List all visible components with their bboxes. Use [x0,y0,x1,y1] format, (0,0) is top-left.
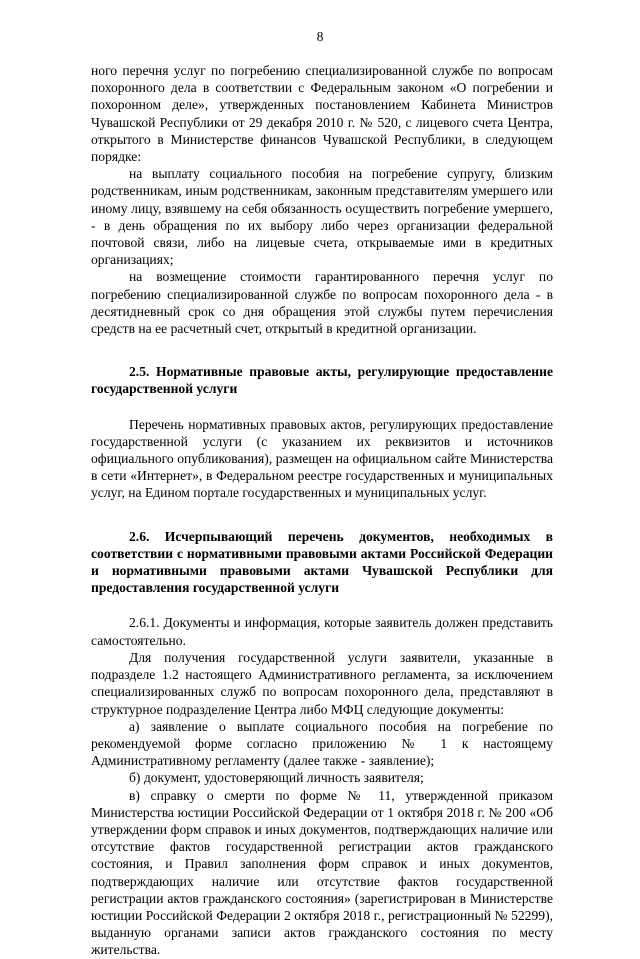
paragraph-applicants: Для получения государственной услуги заявители, указанные в подразделе 1.2 настоящего Административного регламента, за исключением специализированных служб по вопросам похоронного дела, представляют в структурное подразделение Центра либо МФЦ следующие документы: [91,649,553,717]
paragraph-cost-reimbursement: на возмещение стоимости гарантированного перечня услуг по погребению специализированной службе по вопросам похоронного дела - в десятидневный срок со дня обращения этой службы путем перечисления средств на ее расчетный счет, открытый в кредитной организации. [91,269,553,337]
list-item-v: в) справку о смерти по форме № 11, утвержденной приказом Министерства юстиции Российской Федерации от 1 октября 2018 г. № 200 «Об утверждении форм справок и иных документов, подтверждающих наличие или отсутствие фактов государственной регистрации актов гражданского состояния, и Правил заполнения форм справок и иных документов, подтверждающих наличие или отсутствие фактов государственной регистрации актов гражданского состояния» (зарегистрирован в Министерстве юстиции Российской Федерации 2 октября 2018 г., регистрационный № 52299), выданную органами записи актов гражданского состояния по месту жительства. [91,787,553,958]
page-number: 8 [316,29,324,44]
subsection-2-6-1: 2.6.1. Документы и информация, которые заявитель должен представить самостоятельно. [91,615,553,648]
list-item-a: а) заявление о выплате социального пособия на погребение по рекомендуемой форме согласно приложению № 1 к настоящему Административному регламенту (далее также - заявление); [91,718,553,769]
spacer [91,337,553,363]
section-heading-2-5: 2.5. Нормативные правовые акты, регулирующие предоставление государственной услуги [91,364,553,397]
paragraph-continuation: ного перечня услуг по погребению специализированной службе по вопросам похоронного дела в соответствии с Федеральным законом «О погребении и похоронном деле», утвержденных постановлением Кабинета Министров Чувашской Республики от 29 декабря 2010 г. № 520, с лицевого счета Центра, открытого в Министерстве финансов Чувашской Республики, в следующем порядке: [91,63,553,165]
paragraph-benefit-payment: на выплату социального пособия на погребение супругу, близким родственникам, иным родственникам, законным представителям умершего или иному лицу, взявшему на себя обязанность осуществить погребение умершего, - в день обращения по их выбору либо через организации федеральной почтовой связи, либо на лицевые счета, открываемые ими в кредитных организациях; [91,166,553,268]
section-heading-2-6: 2.6. Исчерпывающий перечень документов, необходимых в соответствии с нормативными правовыми актами Российской Федерации и нормативными правовыми актами Чувашской Республики для предоставления государственной услуги [91,528,553,596]
paragraph-normative-acts: Перечень нормативных правовых актов, регулирующих предоставление государственной услуги (с указанием их реквизитов и источников официального опубликования), размещен на официальном сайте Министерства в сети «Интернет», в Федеральном реестре государственных и муниципальных услуг, на Едином портале государственных и муниципальных услуг. [91,416,553,501]
list-item-b: б) документ, удостоверяющий личность заявителя; [129,770,424,786]
spacer [91,502,553,528]
spacer [91,596,553,614]
document-body [91,62,553,959]
spacer [91,398,553,416]
